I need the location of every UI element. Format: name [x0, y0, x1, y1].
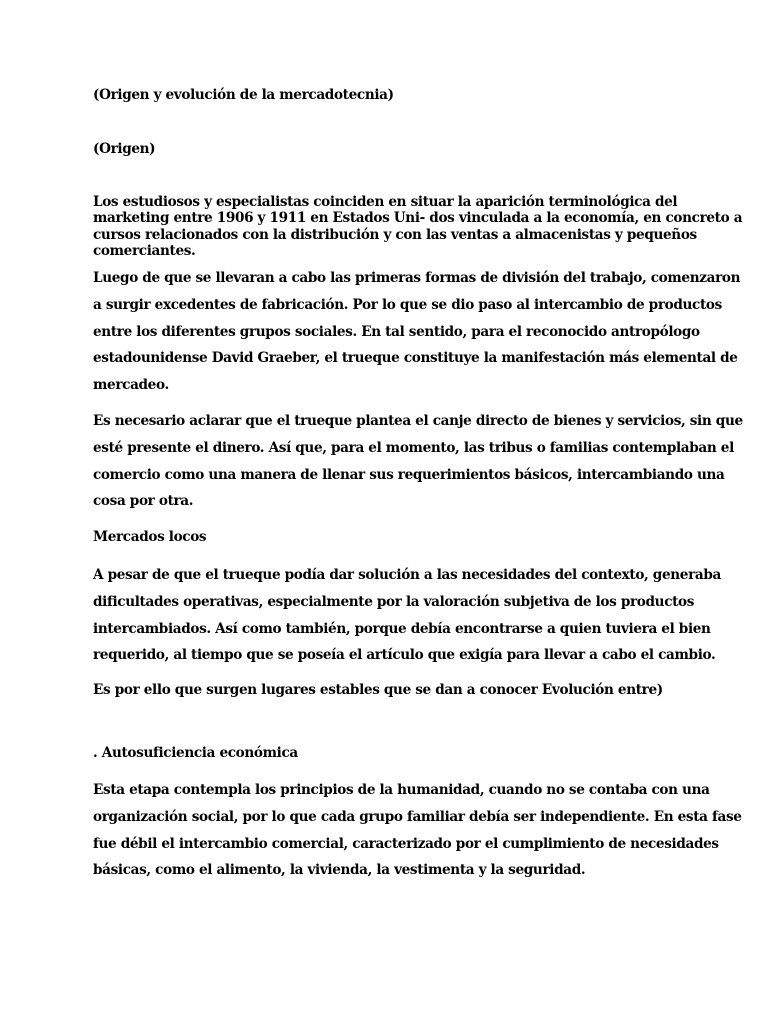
intro-paragraph — [93, 194, 743, 259]
paragraph-trueque — [93, 408, 743, 515]
paragraph-line: a surgir excedentes de fabricación. Por lo que se dio paso al intercambio de productos — [93, 296, 722, 313]
paragraph-line: esté presente el dinero. Así que, para el momento, las tribus o familias contemplaban el — [93, 439, 734, 456]
paragraph-line: requerido, al tiempo que se poseía el artículo que exigía para llevar a cabo el cambio. — [93, 647, 716, 664]
paragraph-lugares-estables: Es por ello que surgen lugares estables que se dan a conocer Evolución entre) — [93, 682, 663, 698]
paragraph-line: Luego de que se llevaran a cabo las primeras formas de división del trabajo, comenzaron — [93, 270, 741, 286]
paragraph-line: intercambiados. Así como también, porque debía encontrarse a quien tuviera el bien — [93, 620, 711, 637]
intro-line: marketing entre 1906 y 1911 en Estados Uni- dos vinculada a la economía, en concreto a — [93, 210, 743, 227]
paragraph-dificultades — [93, 562, 721, 669]
paragraph-line: mercadeo. — [93, 377, 169, 394]
paragraph-line: fue débil el intercambio comercial, caracterizado por el cumplimiento de necesidades — [93, 835, 719, 852]
paragraph-line: Esta etapa contempla los principios de la humanidad, cuando no se contaba con una — [93, 782, 710, 798]
paragraph-autosuficiencia — [93, 777, 742, 884]
paragraph-division-trabajo — [93, 265, 741, 399]
paragraph-line: A pesar de que el trueque podía dar solución a las necesidades del contexto, generaba — [93, 567, 721, 583]
paragraph-line: organización social, por lo que cada grupo familiar debía ser independiente. En esta fase — [93, 808, 742, 825]
paragraph-line: comercio como una manera de llenar sus requerimientos básicos, intercambiando una — [93, 466, 725, 483]
intro-line: comerciantes. — [93, 242, 196, 259]
paragraph-line: dificultades operativas, especialmente por la valoración subjetiva de los productos — [93, 593, 695, 610]
paragraph-line: entre los diferentes grupos sociales. En tal sentido, para el reconocido antropólogo — [93, 323, 700, 340]
section-heading-origen: (Origen) — [93, 141, 156, 157]
paragraph-line: cosa por otra. — [93, 493, 194, 510]
paragraph-line: estadounidense David Graeber, el trueque constituye la manifestación más elemental de — [93, 350, 738, 367]
intro-line: cursos relacionados con la distribución y con las ventas a almacenistas y pequeños — [93, 226, 697, 243]
paragraph-line: Es necesario aclarar que el trueque plantea el canje directo de bienes y servicios, sin que — [93, 413, 743, 429]
subheading-mercados-locos: Mercados locos — [93, 529, 207, 545]
intro-line: Los estudiosos y especialistas coinciden en situar la aparición terminológica del — [93, 194, 678, 210]
subheading-autosuficiencia: . Autosuficiencia económica — [93, 745, 298, 761]
paragraph-line: básicas, como el alimento, la vivienda, la vestimenta y la seguridad. — [93, 862, 586, 879]
document-title: (Origen y evolución de la mercadotecnia) — [93, 87, 394, 103]
